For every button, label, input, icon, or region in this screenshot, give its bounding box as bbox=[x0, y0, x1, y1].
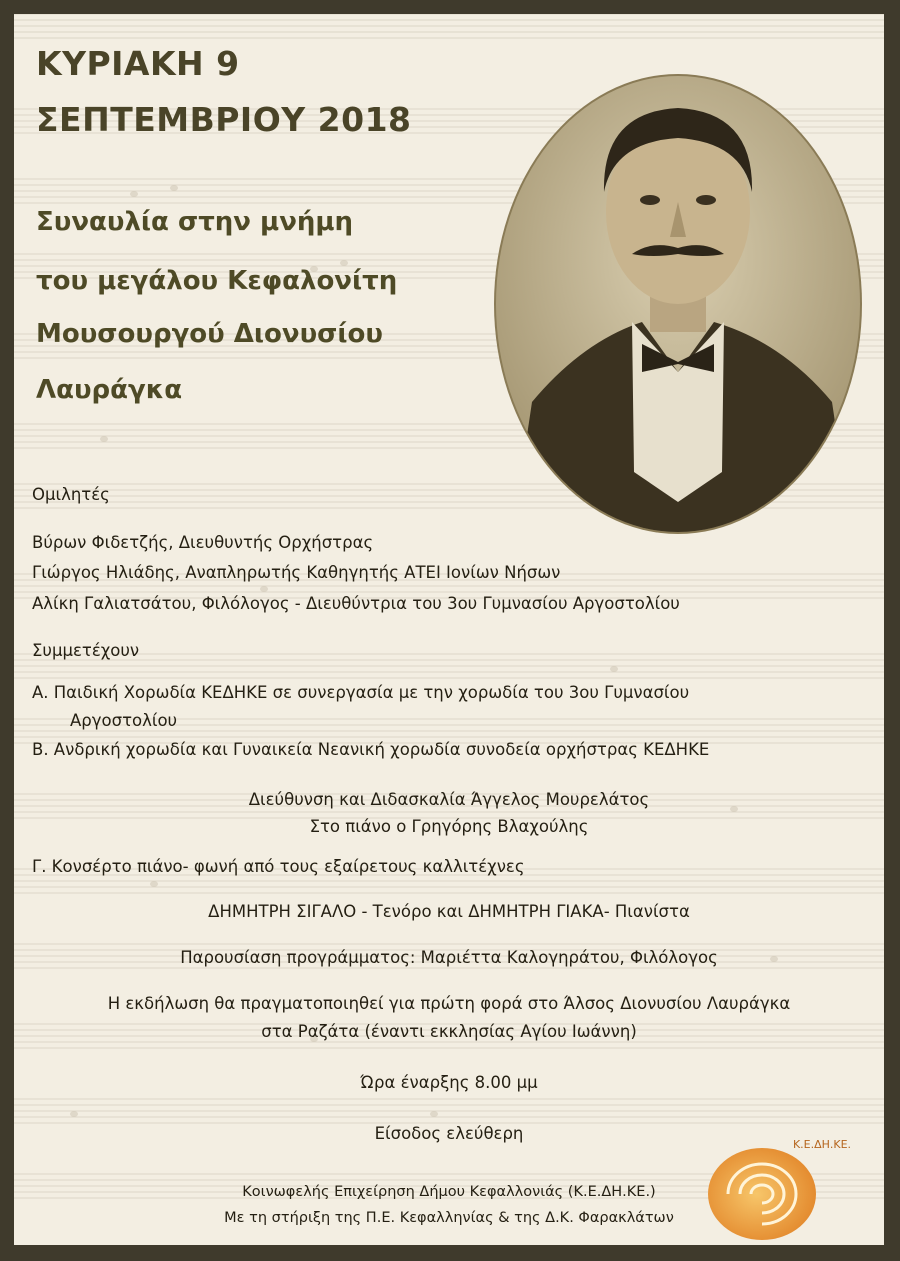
participant-item-b: Β. Ανδρική χορωδία και Γυναικεία Νεανική χορωδία συνοδεία ορχήστρας ΚΕΔΗΚΕ bbox=[32, 740, 710, 759]
event-date-line1: ΚΥΡΙΑΚΗ 9 bbox=[36, 44, 240, 83]
speaker-item: Γιώργος Ηλιάδης, Αναπληρωτής Καθηγητής ΑΤΕΙ Ιονίων Νήσων bbox=[32, 563, 561, 582]
logo-label: Κ.Ε.ΔΗ.ΚΕ. bbox=[792, 1138, 852, 1151]
program-presenter: Παρουσίαση προγράμματος: Μαριέττα Καλογηράτου, Φιλόλογος bbox=[180, 948, 718, 967]
organizer-line: Κοινωφελής Επιχείρηση Δήμου Κεφαλλονιάς (Κ.Ε.ΔΗ.ΚΕ.) bbox=[242, 1184, 656, 1200]
speaker-item: Αλίκη Γαλιατσάτου, Φιλόλογος - Διευθύντρια του 3ου Γυμνασίου Αργοστολίου bbox=[32, 594, 680, 613]
event-date-line2: ΣΕΠΤΕΜΒΡΙΟΥ 2018 bbox=[36, 100, 412, 139]
concert-title-line3: Μουσουργού Διονυσίου bbox=[36, 319, 383, 349]
concert-title-line1: Συναυλία στην μνήμη bbox=[36, 207, 354, 237]
venue-line2: στα Ραζάτα (έναντι εκκλησίας Αγίου Ιωάννη) bbox=[261, 1022, 637, 1041]
pianist-line: Στο πιάνο ο Γρηγόρης Βλαχούλης bbox=[309, 817, 589, 836]
participant-item-a-cont: Αργοστολίου bbox=[70, 711, 178, 730]
poster bbox=[14, 14, 884, 1245]
free-entry: Είσοδος ελεύθερη bbox=[374, 1124, 524, 1143]
concert-title-line4: Λαυράγκα bbox=[36, 375, 183, 405]
participants-heading: Συμμετέχουν bbox=[32, 641, 140, 660]
kedike-logo bbox=[704, 1132, 864, 1244]
venue-line1: Η εκδήλωση θα πραγματοποιηθεί για πρώτη φορά στο Άλσος Διονυσίου Λαυράγκα bbox=[107, 994, 791, 1013]
composer-portrait bbox=[492, 72, 864, 536]
speaker-item: Βύρων Φιδετζής, Διευθυντής Ορχήστρας bbox=[32, 533, 374, 552]
start-time: Ώρα έναρξης 8.00 μμ bbox=[360, 1073, 538, 1092]
participant-item-c: Γ. Κονσέρτο πιάνο- φωνή από τους εξαίρετους καλλιτέχνες bbox=[32, 857, 525, 876]
speakers-heading: Ομιλητές bbox=[32, 485, 110, 504]
choir-direction: Διεύθυνση και Διδασκαλία Άγγελος Μουρελάτος bbox=[248, 790, 650, 809]
sponsors-line: Με τη στήριξη της Π.Ε. Κεφαλληνίας & της Δ.Κ. Φαρακλάτων bbox=[224, 1210, 674, 1226]
participant-item-a: Α. Παιδική Χορωδία ΚΕΔΗΚΕ σε συνεργασία με την χορωδία του 3ου Γυμνασίου bbox=[32, 683, 690, 702]
artists-line: ΔΗΜΗΤΡΗ ΣΙΓΑΛΟ - Τενόρο και ΔΗΜΗΤΡΗ ΓΙΑΚΑ- Πιανίστα bbox=[208, 902, 690, 921]
concert-title-line2: του μεγάλου Κεφαλονίτη bbox=[36, 266, 398, 296]
